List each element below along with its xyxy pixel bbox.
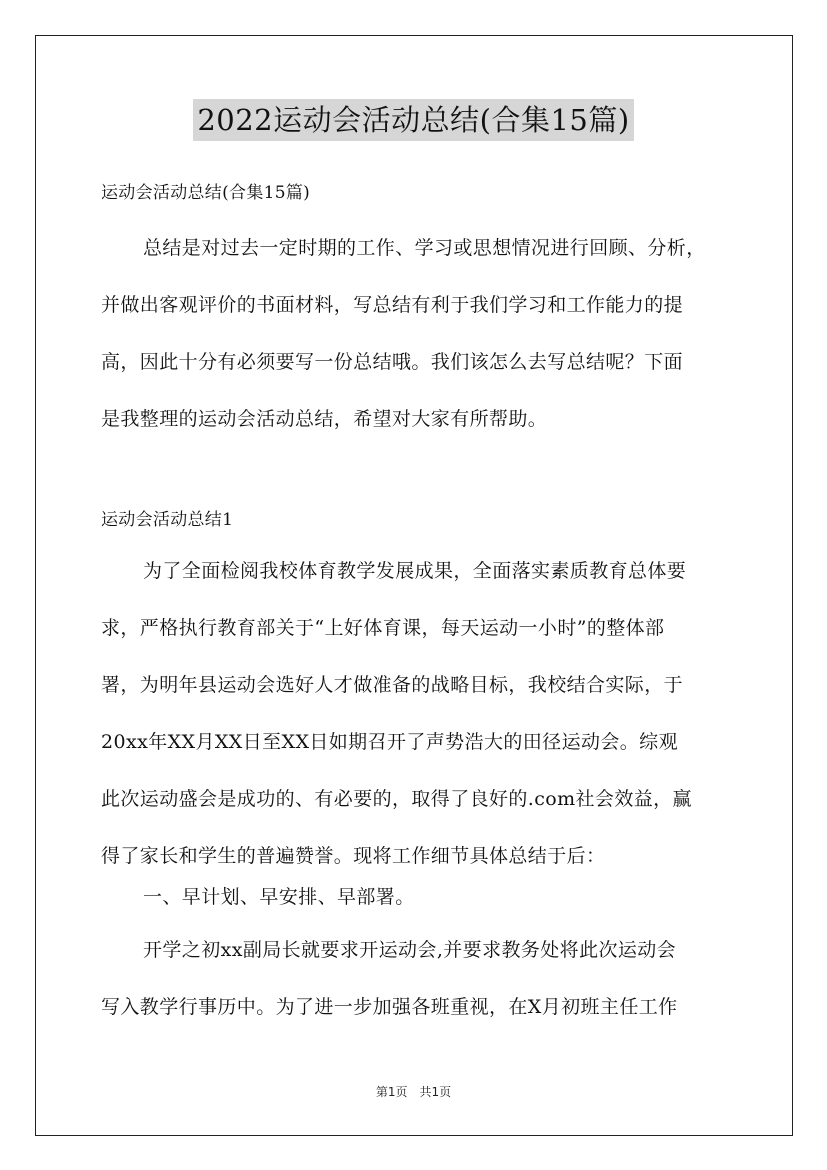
intro-paragraph [101,220,741,448]
section1-paragraph [101,543,741,885]
page-number: 第1页 [375,1085,408,1099]
item1-line: 写入教学行事历中。为了进一步加强各班重视，在X月初班主任工作 [101,996,678,1018]
section1-line: 此次运动盛会是成功的、有必要的，取得了良好的.com社会效益，赢 [101,788,692,810]
title-wrapper [0,99,827,141]
document-subtitle: 运动会活动总结(合集15篇) [101,183,311,203]
section1-line: 得了家长和学生的普遍赞誉。现将工作细节具体总结于后： [101,845,606,867]
section1-line: 署，为明年县运动会选好人才做准备的战略目标，我校结合实际，于 [101,674,684,696]
item1-heading-block [101,869,741,926]
document-title: 2022运动会活动总结(合集15篇) [193,99,633,141]
intro-line: 高，因此十分有必须要写一份总结哦。我们该怎么去写总结呢？下面 [101,351,684,373]
intro-line: 并做出客观评价的书面材料，写总结有利于我们学习和工作能力的提 [101,294,684,316]
section1-line: 20xx年XX月XX日至XX日如期召开了声势浩大的田径运动会。综观 [101,731,678,753]
intro-line: 是我整理的运动会活动总结，希望对大家有所帮助。 [101,408,548,430]
section1-line: 为了全面检阅我校体育教学发展成果，全面落实素质教育总体要 [143,560,687,582]
section1-line: 求，严格执行教育部关于“上好体育课，每天运动一小时”的整体部 [101,617,665,639]
section1-heading: 运动会活动总结1 [101,510,234,530]
item1-paragraph [101,922,741,1036]
intro-line: 总结是对过去一定时期的工作、学习或思想情况进行回顾、分析， [143,237,706,259]
item1-line: 开学之初xx副局长就要求开运动会,并要求教务处将此次运动会 [143,939,677,961]
item1-heading: 一、早计划、早安排、早部署。 [143,886,415,908]
page-footer [0,1083,827,1100]
page-total: 共1页 [419,1085,452,1099]
